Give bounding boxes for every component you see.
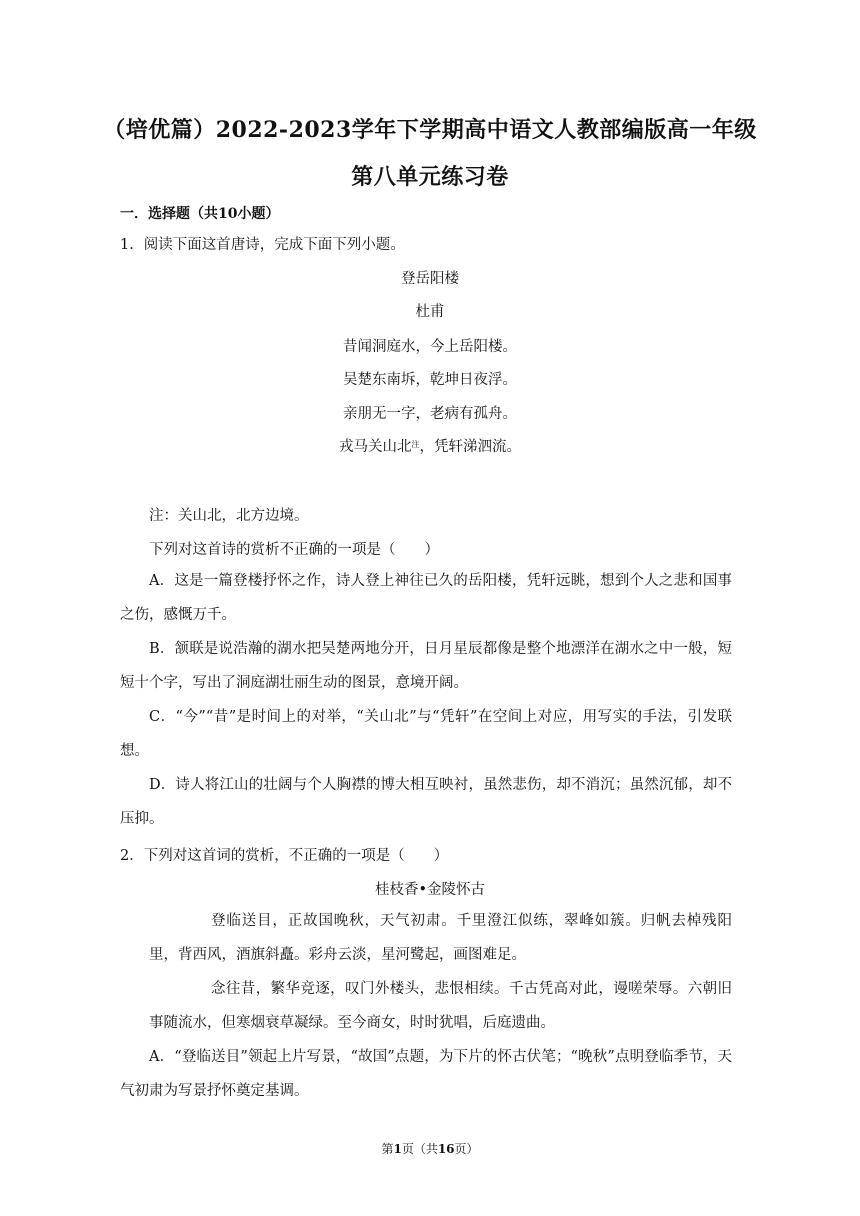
footer-text: 第 xyxy=(381,1142,394,1156)
page-title: （培优篇）2022-2023学年下学期高中语文人教部编版高一年级 xyxy=(103,117,757,143)
poem-line-part: ，凭轩涕泗流。 xyxy=(419,439,521,455)
page-number: 1 xyxy=(393,1142,402,1156)
poem-line: 亲朋无一字，老病有孤舟。 xyxy=(343,406,517,422)
page-subtitle: 第八单元练习卷 xyxy=(351,164,509,190)
note-marker: 注 xyxy=(411,440,420,449)
question-2-stem: 2．下列对这首词的赏析，不正确的一项是（ ） xyxy=(120,848,449,864)
poem-title: 登岳阳楼 xyxy=(401,271,459,287)
question-1-prompt: 下列对这首诗的赏析不正确的一项是（ ） xyxy=(149,542,439,558)
poem-author: 杜甫 xyxy=(415,304,445,320)
poem-line: 昔闻洞庭水，今上岳阳楼。 xyxy=(343,339,517,355)
poem-line-part: 戎马关山北 xyxy=(339,439,412,455)
poem-note: 注：关山北，北方边境。 xyxy=(149,508,309,524)
footer-text: 页（共 xyxy=(401,1142,438,1156)
question-1-stem: 1．阅读下面这首唐诗，完成下面下列小题。 xyxy=(120,237,405,253)
page-total: 16 xyxy=(437,1142,455,1156)
option-c: C．“今”“昔”是时间上的对举，“关山北”与“凭轩”在空间上对应，用写实的手法，引发联想。 xyxy=(120,709,732,759)
ci-stanza-1: 登临送目，正故国晚秋，天气初肃。千里澄江似练，翠峰如簇。归帆去棹残阳里，背西风，酒旗斜矗。彩舟云淡，星河鹭起，画图难足。 xyxy=(149,913,732,963)
ci-stanza-2: 念往昔，繁华竞逐，叹门外楼头，悲恨相续。千古凭高对此，谩嗟荣辱。六朝旧事随流水，但寒烟衰草凝绿。至今商女，时时犹唱，后庭遗曲。 xyxy=(149,981,732,1031)
poem-line xyxy=(0,437,860,457)
section-heading: 一．选择题（共10小题） xyxy=(120,206,280,222)
footer-text: 页） xyxy=(454,1142,479,1156)
page-footer xyxy=(0,1140,860,1157)
option-a: A．这是一篇登楼抒怀之作，诗人登上神往已久的岳阳楼，凭轩远眺，想到个人之悲和国事之伤，感慨万千。 xyxy=(120,573,732,623)
ci-title: 桂枝香•金陵怀古 xyxy=(374,882,486,898)
option-b: B．颔联是说浩瀚的湖水把吴楚两地分开，日月星辰都像是整个地漂洋在湖水之中一般，短短十个字，写出了洞庭湖壮丽生动的图景，意境开阔。 xyxy=(120,641,732,691)
option-d: D．诗人将江山的壮阔与个人胸襟的博大相互映衬，虽然悲伤，却不消沉；虽然沉郁，却不压抑。 xyxy=(120,777,732,827)
q2-option-a: A．“登临送目”领起上片写景，“故国”点题，为下片的怀古伏笔；“晚秋”点明登临季节，天气初肃为写景抒怀奠定基调。 xyxy=(120,1049,732,1099)
poem-line: 吴楚东南坼，乾坤日夜浮。 xyxy=(343,372,517,388)
